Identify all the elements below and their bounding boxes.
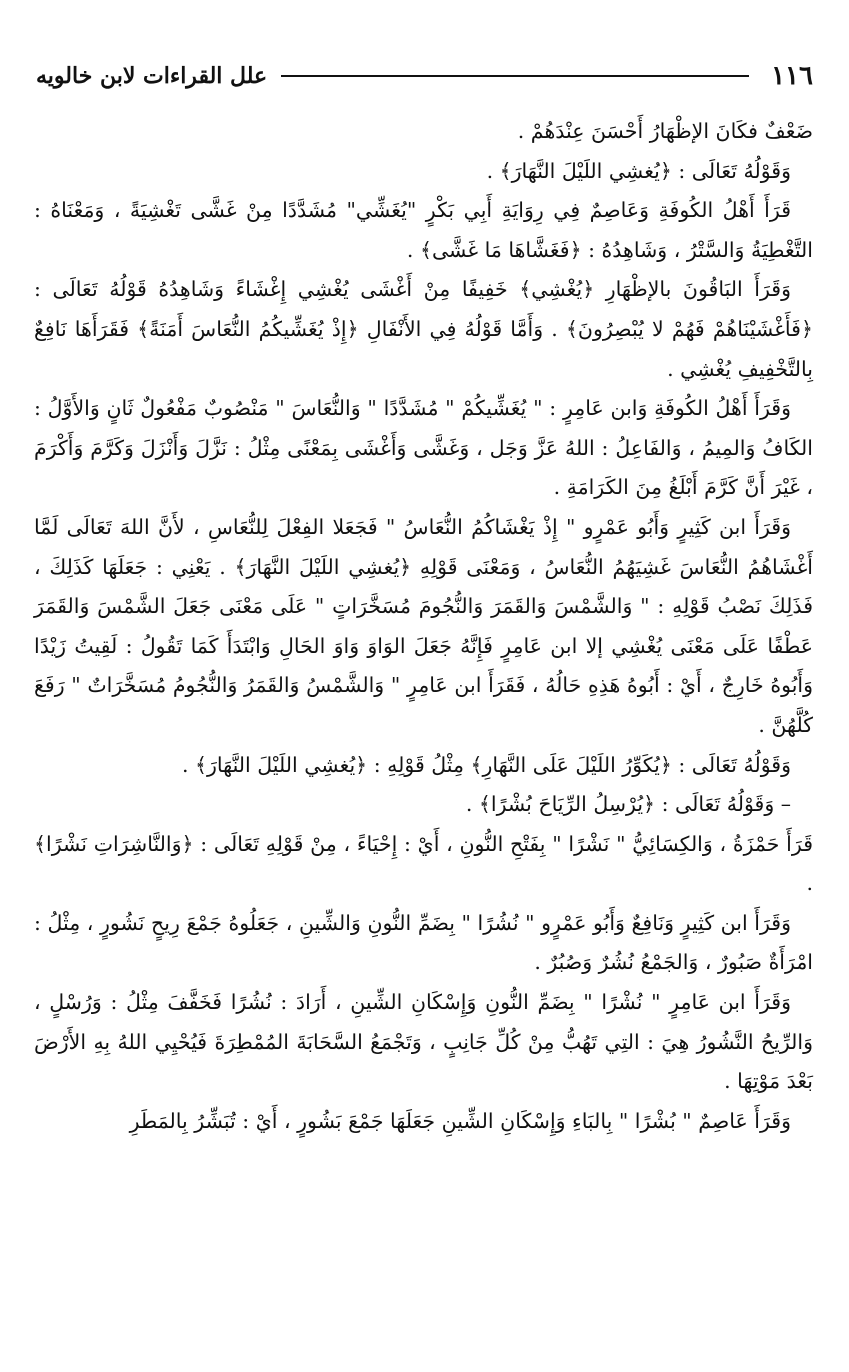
paragraph: وَقَرَأَ أَهْلُ الكُوفَةِ وَابن عَامِرٍ : " يُغَشِّيكُمْ " مُشَدَّدًا " وَالنُّعَاسَ " مَنْصُوبٌ مَفْعُولٌ ثَانٍ وَالأَوَّلُ : الكَافُ وَالمِيمُ ، وَالفَاعِلُ : اللهُ عَزَّ وَجَل ، وَغَشَّى وَأَغْشَى بِمَعْنًى مِثْلُ : نَزَّلَ وَأَنْزَلَ وَكَرَّمَ وَأَكْرَمَ ، غَيْرَ أَنَّ كَرَّمَ أَبْلَغُ مِنَ الكَرَامَةِ . — [34, 396, 813, 500]
paragraph: – وَقَوْلُهُ تَعَالَى : ﴿يُرْسِلُ الرِّيَاحَ بُشْرًا﴾ . — [465, 792, 791, 817]
header-rule — [281, 75, 749, 77]
paragraph: قَرَأَ أَهْلُ الكُوفَةِ وَعَاصِمٌ فِي رِوَايَةِ أَبِي بَكْرٍ "يُغَشِّي" مُشَدَّدًا مِنْ غَشَّى تَغْشِيَةً ، وَمَعْنَاهُ : التَّغْطِيَةُ وَالسَّتْرُ ، وَشَاهِدُهُ : ﴿فَغَشَّاهَا مَا غَشَّى﴾ . — [34, 198, 813, 262]
paragraph: وَقَرَأَ عَاصِمٌ " بُشْرًا " بِالبَاءِ وَإِسْكَانِ الشِّينِ جَعَلَهَا جَمْعَ بَشُورٍ ، أَيْ : تُبَشِّرُ بِالمَطَرِ — [129, 1108, 791, 1133]
paragraph: وَقَرَأَ البَاقُونَ بالإظْهَارِ ﴿يُغْشِي﴾ خَفِيفًا مِنْ أَغْشَى يُغْشِي إِغْشَاءً وَشَاهِدُهُ قَوْلُهُ تَعَالَى : ﴿فَأَغْشَيْنَاهُمْ فَهُمْ لا يُبْصِرُونَ﴾ . وَأَمَّا قَوْلُهُ فِي الأَنْفَالِ ﴿إِذْ يُغَشِّيكُمُ النُّعَاسَ أَمَنَةً﴾ فَقَرَأَهَا نَافِعٌ بِالتَّخْفِيفِ يُغْشِي . — [34, 277, 813, 381]
main-text — [34, 112, 813, 1141]
book-title: علل القراءات لابن خالويه — [36, 63, 268, 89]
paragraph: قَرَأَ حَمْزَةُ ، وَالكِسَائِيُّ " نَشْرًا " بِفَتْحِ النُّونِ ، أَيْ : إِحْيَاءً ، مِنْ قَوْلِهِ تَعَالَى : ﴿وَالنَّاشِرَاتِ نَشْرًا﴾ . — [34, 831, 813, 896]
paragraph: وَقَرَأَ ابن عَامِرٍ " نُشْرًا " بِضَمِّ النُّونِ وَإِسْكَانِ الشِّينِ ، أَرَادَ : نُشُرًا فَخَفَّفَ مِثْلُ : وَرُسْلٍ ، وَالرِّيحُ النَّشُورُ هِيَ : التِي تَهُبُّ مِنْ كُلِّ جَانِبٍ ، وَتَجْمَعُ السَّحَابَةَ المُمْطِرَةَ فَيُحْيِي اللهُ بِهِ الأَرْضَ بَعْدَ مَوْتِهَا . — [34, 990, 813, 1094]
paragraph: وَقَوْلُهُ تَعَالَى : ﴿يُكَوِّرُ اللَيْلَ عَلَى النَّهَارِ﴾ مِثْلُ قَوْلِهِ : ﴿يُغشِي اللَيْلَ النَّهَارَ﴾ . — [181, 752, 791, 777]
page-number: ١١٦ — [771, 61, 813, 91]
paragraph: وَقَوْلُهُ تَعَالَى : ﴿يُغشِي اللَيْلَ النَّهَارَ﴾ . — [486, 158, 791, 183]
paragraph: وَقَرَأَ ابن كَثِيرٍ وَنَافِعٌ وَأَبُو عَمْرٍو " نُشُرًا " بِضَمِّ النُّونِ وَالشِّينِ ، جَعَلُوهُ جَمْعَ رِيحٍ نَشُورٍ ، مِثْلُ : امْرَأَةٌ صَبُورٌ ، وَالجَمْعُ نُشُرٌ وَصُبُرٌ . — [34, 910, 813, 975]
running-header — [36, 58, 813, 94]
paragraph: وَقَرَأَ ابن كَثِيرٍ وَأَبُو عَمْرٍو " إِذْ يَغْشَاكُمُ النُّعَاسُ " فَجَعَلا الفِعْلَ لِلنُّعَاسِ ، لأَنَّ اللهَ تَعَالَى لَمَّا أَغْشَاهُمُ النُّعَاسَ غَشِيَهُمُ النُّعَاسُ ، وَمَعْنَى قَوْلِهِ ﴿يُغشِي اللَيْلَ النَّهَارَ﴾ . يَعْنِي : جَعَلَهَا كَذَلِكَ ، فَذَلِكَ نَصْبُ قَوْلِهِ : " وَالشَّمْسَ وَالقَمَرَ وَالنُّجُومَ مُسَخَّرَاتٍ " عَلَى مَعْنَى جَعَلَ الشَّمْسَ وَالقَمَرَ عَطْفًا عَلَى مَعْنَى يُغْشِي إلا ابن عَامِرٍ فَإِنَّهُ جَعَلَ الوَاوَ وَاوَ الحَالِ وَابْتَدَأَ كَمَا تَقُولُ : لَقِيتُ زَيْدًا وَأَبُوهُ خَارِجٌ ، أَيْ : أَبُوهُ هَذِهِ حَالُهُ ، فَقَرَأَ ابن عَامِرٍ " وَالشَّمْسُ وَالقَمَرُ وَالنُّجُومُ مُسَخَّرَاتٌ " رَفَعَ كُلَّهُنَّ . — [34, 514, 813, 737]
paragraph: ضَعْفٌ فكَانَ الإظْهَارُ أَحْسَنَ عِنْدَهُمْ . — [517, 119, 813, 143]
